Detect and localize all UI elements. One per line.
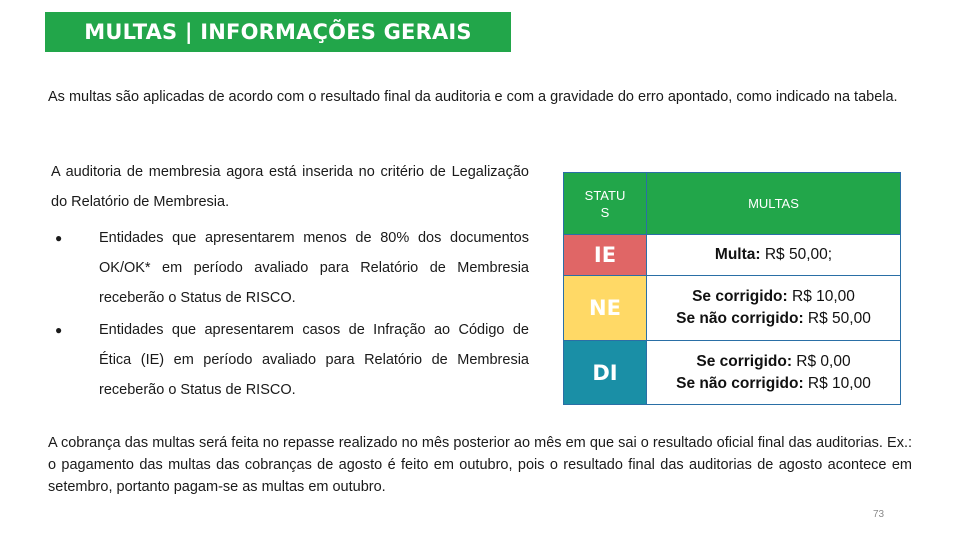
table-row: [564, 235, 901, 276]
status-code-ne: NE: [564, 276, 647, 341]
fine-value: R$ 50,00: [803, 310, 871, 327]
list-item-text: Entidades que apresentarem menos de 80% dos documentos OK/OK* em período avaliado para Relatório de Membresia receberão o Status de RISCO.: [99, 230, 529, 306]
fine-label: Se corrigido:: [692, 288, 788, 305]
fine-value: R$ 10,00: [803, 374, 871, 392]
list-item: [51, 315, 529, 405]
status-code-ie: IE: [564, 235, 647, 276]
fine-label: Se não corrigido:: [676, 310, 804, 327]
table-row: [564, 276, 901, 341]
status-code-di: DI: [564, 341, 647, 405]
membership-paragraph: A auditoria de membresia agora está inserida no critério de Legalização do Relatório de Membresia.: [51, 164, 529, 210]
rules-list: [51, 223, 529, 405]
fine-label: Se corrigido:: [696, 352, 792, 370]
fine-value: R$ 0,00: [792, 352, 851, 370]
fine-cell: [647, 341, 901, 405]
fines-column-header: MULTAS: [647, 173, 901, 235]
page-number: 73: [873, 509, 885, 520]
intro-paragraph: As multas são aplicadas de acordo com o resultado final da auditoria e com a gravidade do erro apontado, como indicado na tabela.: [48, 89, 898, 105]
left-column: [51, 157, 529, 407]
fines-table: [563, 172, 901, 405]
list-item: [51, 223, 529, 313]
fine-label: Se não corrigido:: [676, 374, 804, 392]
page-title: MULTAS | INFORMAÇÕES GERAIS: [45, 12, 511, 52]
table-row: [564, 341, 901, 405]
bullet-icon: ●: [55, 231, 63, 245]
fine-label: Multa:: [714, 246, 761, 263]
fine-value: R$ 50,00;: [760, 246, 833, 263]
fine-cell: [647, 235, 901, 276]
fine-value: R$ 10,00: [787, 288, 855, 305]
bullet-icon: ●: [55, 323, 63, 337]
list-item-text: Entidades que apresentarem casos de Infração ao Código de Ética (IE) em período avaliado para Relatório de Membresia receberão o Status de RISCO.: [99, 322, 529, 398]
table-header-row: [564, 173, 901, 235]
closing-paragraph: A cobrança das multas será feita no repasse realizado no mês posterior ao mês em que sai o resultado oficial final das auditorias. Ex.: o pagamento das multas das cobranças de agosto é feito em outubro, pois o resultado final das auditorias de agosto acontece em setembro, portanto pagam-se as multas em outubro.: [48, 435, 912, 495]
fine-cell: [647, 276, 901, 341]
status-column-header: STATU S: [564, 173, 647, 235]
